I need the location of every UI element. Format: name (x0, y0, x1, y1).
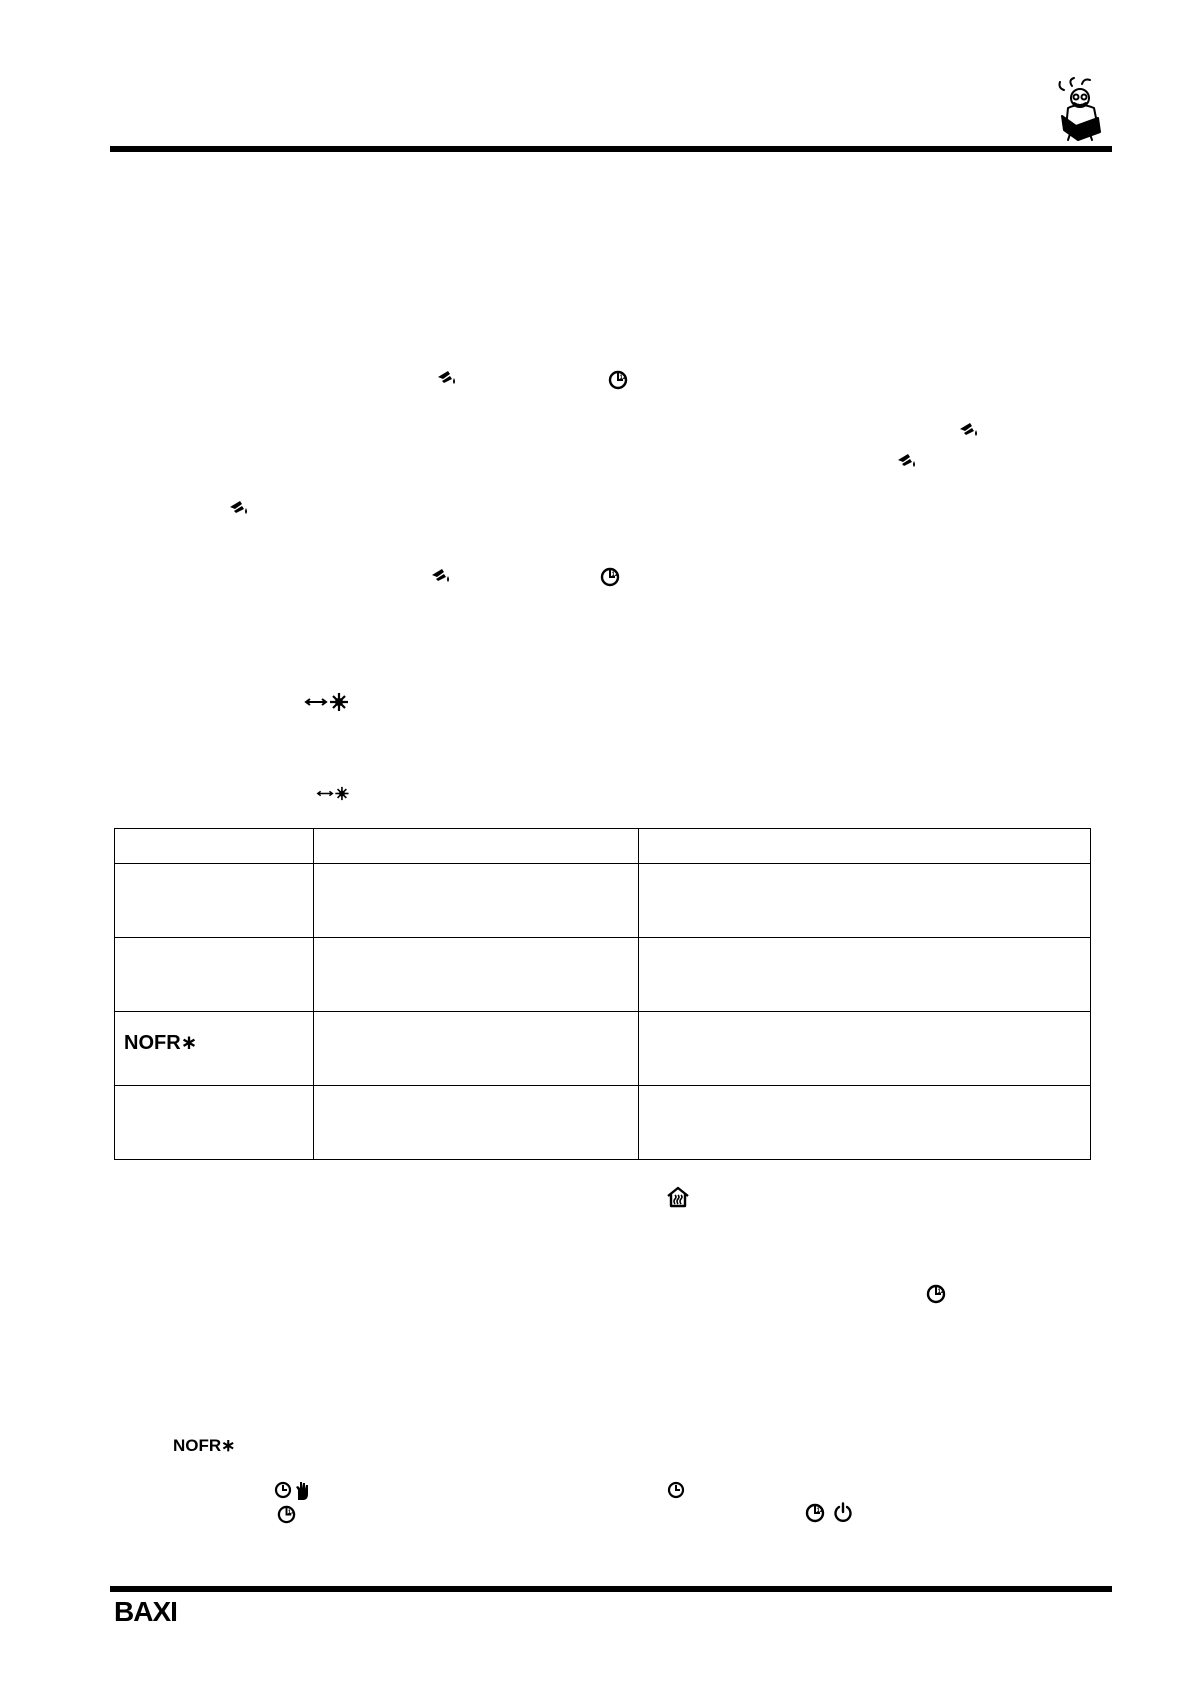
table-row (115, 938, 1091, 1012)
svg-text:12: 12 (611, 572, 619, 578)
table-cell (639, 938, 1091, 1012)
tap-water-icon (896, 451, 918, 469)
clock-program-icon (608, 370, 628, 390)
manual-hand-icon (294, 1480, 310, 1500)
night-day-switch-icon (290, 691, 350, 713)
svg-text:12: 12 (287, 1509, 295, 1516)
clock-icon (667, 1481, 685, 1499)
clock-program-icon (600, 567, 620, 587)
svg-text:12: 12 (937, 1289, 945, 1295)
tap-water-icon (430, 566, 452, 584)
table-header-cell (314, 829, 639, 864)
table-cell (639, 864, 1091, 938)
reading-mascot-icon (1052, 76, 1110, 142)
table-row (115, 1012, 1091, 1086)
night-day-switch-icon (306, 785, 350, 802)
nofr-label: NOFR∗ (173, 1436, 236, 1455)
table-cell (314, 864, 639, 938)
table-cell (115, 938, 314, 1012)
tap-water-icon (958, 420, 980, 438)
table-cell (639, 1012, 1091, 1086)
row-label (115, 864, 313, 882)
baxi-logo: BAXI (114, 1596, 177, 1627)
row-label-nofr: NOFR∗ (124, 1032, 198, 1054)
table-cell (639, 1086, 1091, 1160)
table-cell (314, 938, 639, 1012)
table-cell (314, 1012, 639, 1086)
table-cell (314, 1086, 639, 1160)
clock-program-icon (926, 1284, 946, 1304)
table-cell (115, 864, 314, 938)
house-heating-icon (666, 1186, 690, 1208)
table-row (115, 864, 1091, 938)
tap-water-icon (228, 498, 250, 516)
clock-program-icon (277, 1505, 296, 1524)
table-row (115, 1086, 1091, 1160)
footer-rule (110, 1586, 1112, 1592)
svg-text:12: 12 (816, 1508, 824, 1514)
power-icon (833, 1502, 853, 1523)
mode-table (114, 828, 1091, 1160)
table-header-cell (639, 829, 1091, 864)
table-header-row (115, 829, 1091, 864)
clock-icon (274, 1481, 292, 1499)
svg-text:12: 12 (619, 375, 627, 381)
table-cell (115, 1012, 314, 1086)
row-label (115, 1086, 313, 1104)
table-header-cell (115, 829, 314, 864)
header-rule (110, 146, 1112, 152)
tap-water-icon (436, 368, 458, 386)
row-label (115, 938, 313, 956)
clock-program-icon (805, 1503, 825, 1523)
table-cell (115, 1086, 314, 1160)
